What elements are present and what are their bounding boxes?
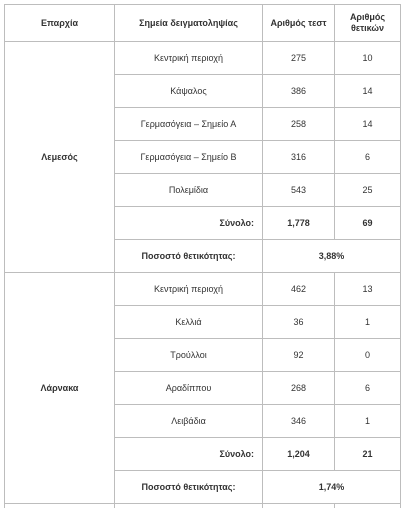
positives-cell: 6 [335,372,401,405]
positives-cell: 1 [335,405,401,438]
tests-cell: 268 [263,372,335,405]
tests-cell: 316 [263,141,335,174]
table-row-partial [5,504,401,509]
partial-cell [5,504,115,509]
district-cell: Λάρνακα [5,273,115,504]
tests-cell: 258 [263,108,335,141]
point-cell: Αραδίππου [115,372,263,405]
tests-cell: 543 [263,174,335,207]
header-tests: Αριθμός τεστ [263,5,335,42]
point-cell: Γερμασόγεια – Σημείο Α [115,108,263,141]
point-cell: Γερμασόγεια – Σημείο Β [115,141,263,174]
total-label: Σύνολο: [115,438,263,471]
total-positives: 69 [335,207,401,240]
header-sampling-points: Σημεία δειγματοληψίας [115,5,263,42]
point-cell: Τρούλλοι [115,339,263,372]
tests-cell: 36 [263,306,335,339]
positives-cell: 1 [335,306,401,339]
total-positives: 21 [335,438,401,471]
point-cell: Κελλιά [115,306,263,339]
tests-cell: 275 [263,42,335,75]
district-cell: Λεμεσός [5,42,115,273]
point-cell: Πολεμίδια [115,174,263,207]
header-positives [335,5,401,42]
tests-cell: 346 [263,405,335,438]
positives-cell: 14 [335,75,401,108]
tests-cell: 462 [263,273,335,306]
positives-cell: 25 [335,174,401,207]
positivity-label: Ποσοστό θετικότητας: [115,471,263,504]
positives-cell: 6 [335,141,401,174]
point-cell: Κεντρική περιοχή [115,273,263,306]
point-cell: Λειβάδια [115,405,263,438]
positives-cell: 14 [335,108,401,141]
partial-cell [263,504,335,509]
positivity-value: 3,88% [263,240,401,273]
positivity-label: Ποσοστό θετικότητας: [115,240,263,273]
partial-cell [115,504,263,509]
header-row [5,5,401,42]
total-tests: 1,204 [263,438,335,471]
header-positives-line2: θετικών [351,23,384,33]
positivity-value: 1,74% [263,471,401,504]
positives-cell: 10 [335,42,401,75]
sampling-results-table [4,4,401,508]
point-cell: Κάψαλος [115,75,263,108]
positives-cell: 0 [335,339,401,372]
positives-cell: 13 [335,273,401,306]
partial-cell [335,504,401,509]
point-cell: Κεντρική περιοχή [115,42,263,75]
total-label: Σύνολο: [115,207,263,240]
table-row [5,273,401,306]
table-row [5,42,401,75]
header-district: Επαρχία [5,5,115,42]
total-tests: 1,778 [263,207,335,240]
tests-cell: 92 [263,339,335,372]
header-positives-line1: Αριθμός [349,12,386,22]
tests-cell: 386 [263,75,335,108]
